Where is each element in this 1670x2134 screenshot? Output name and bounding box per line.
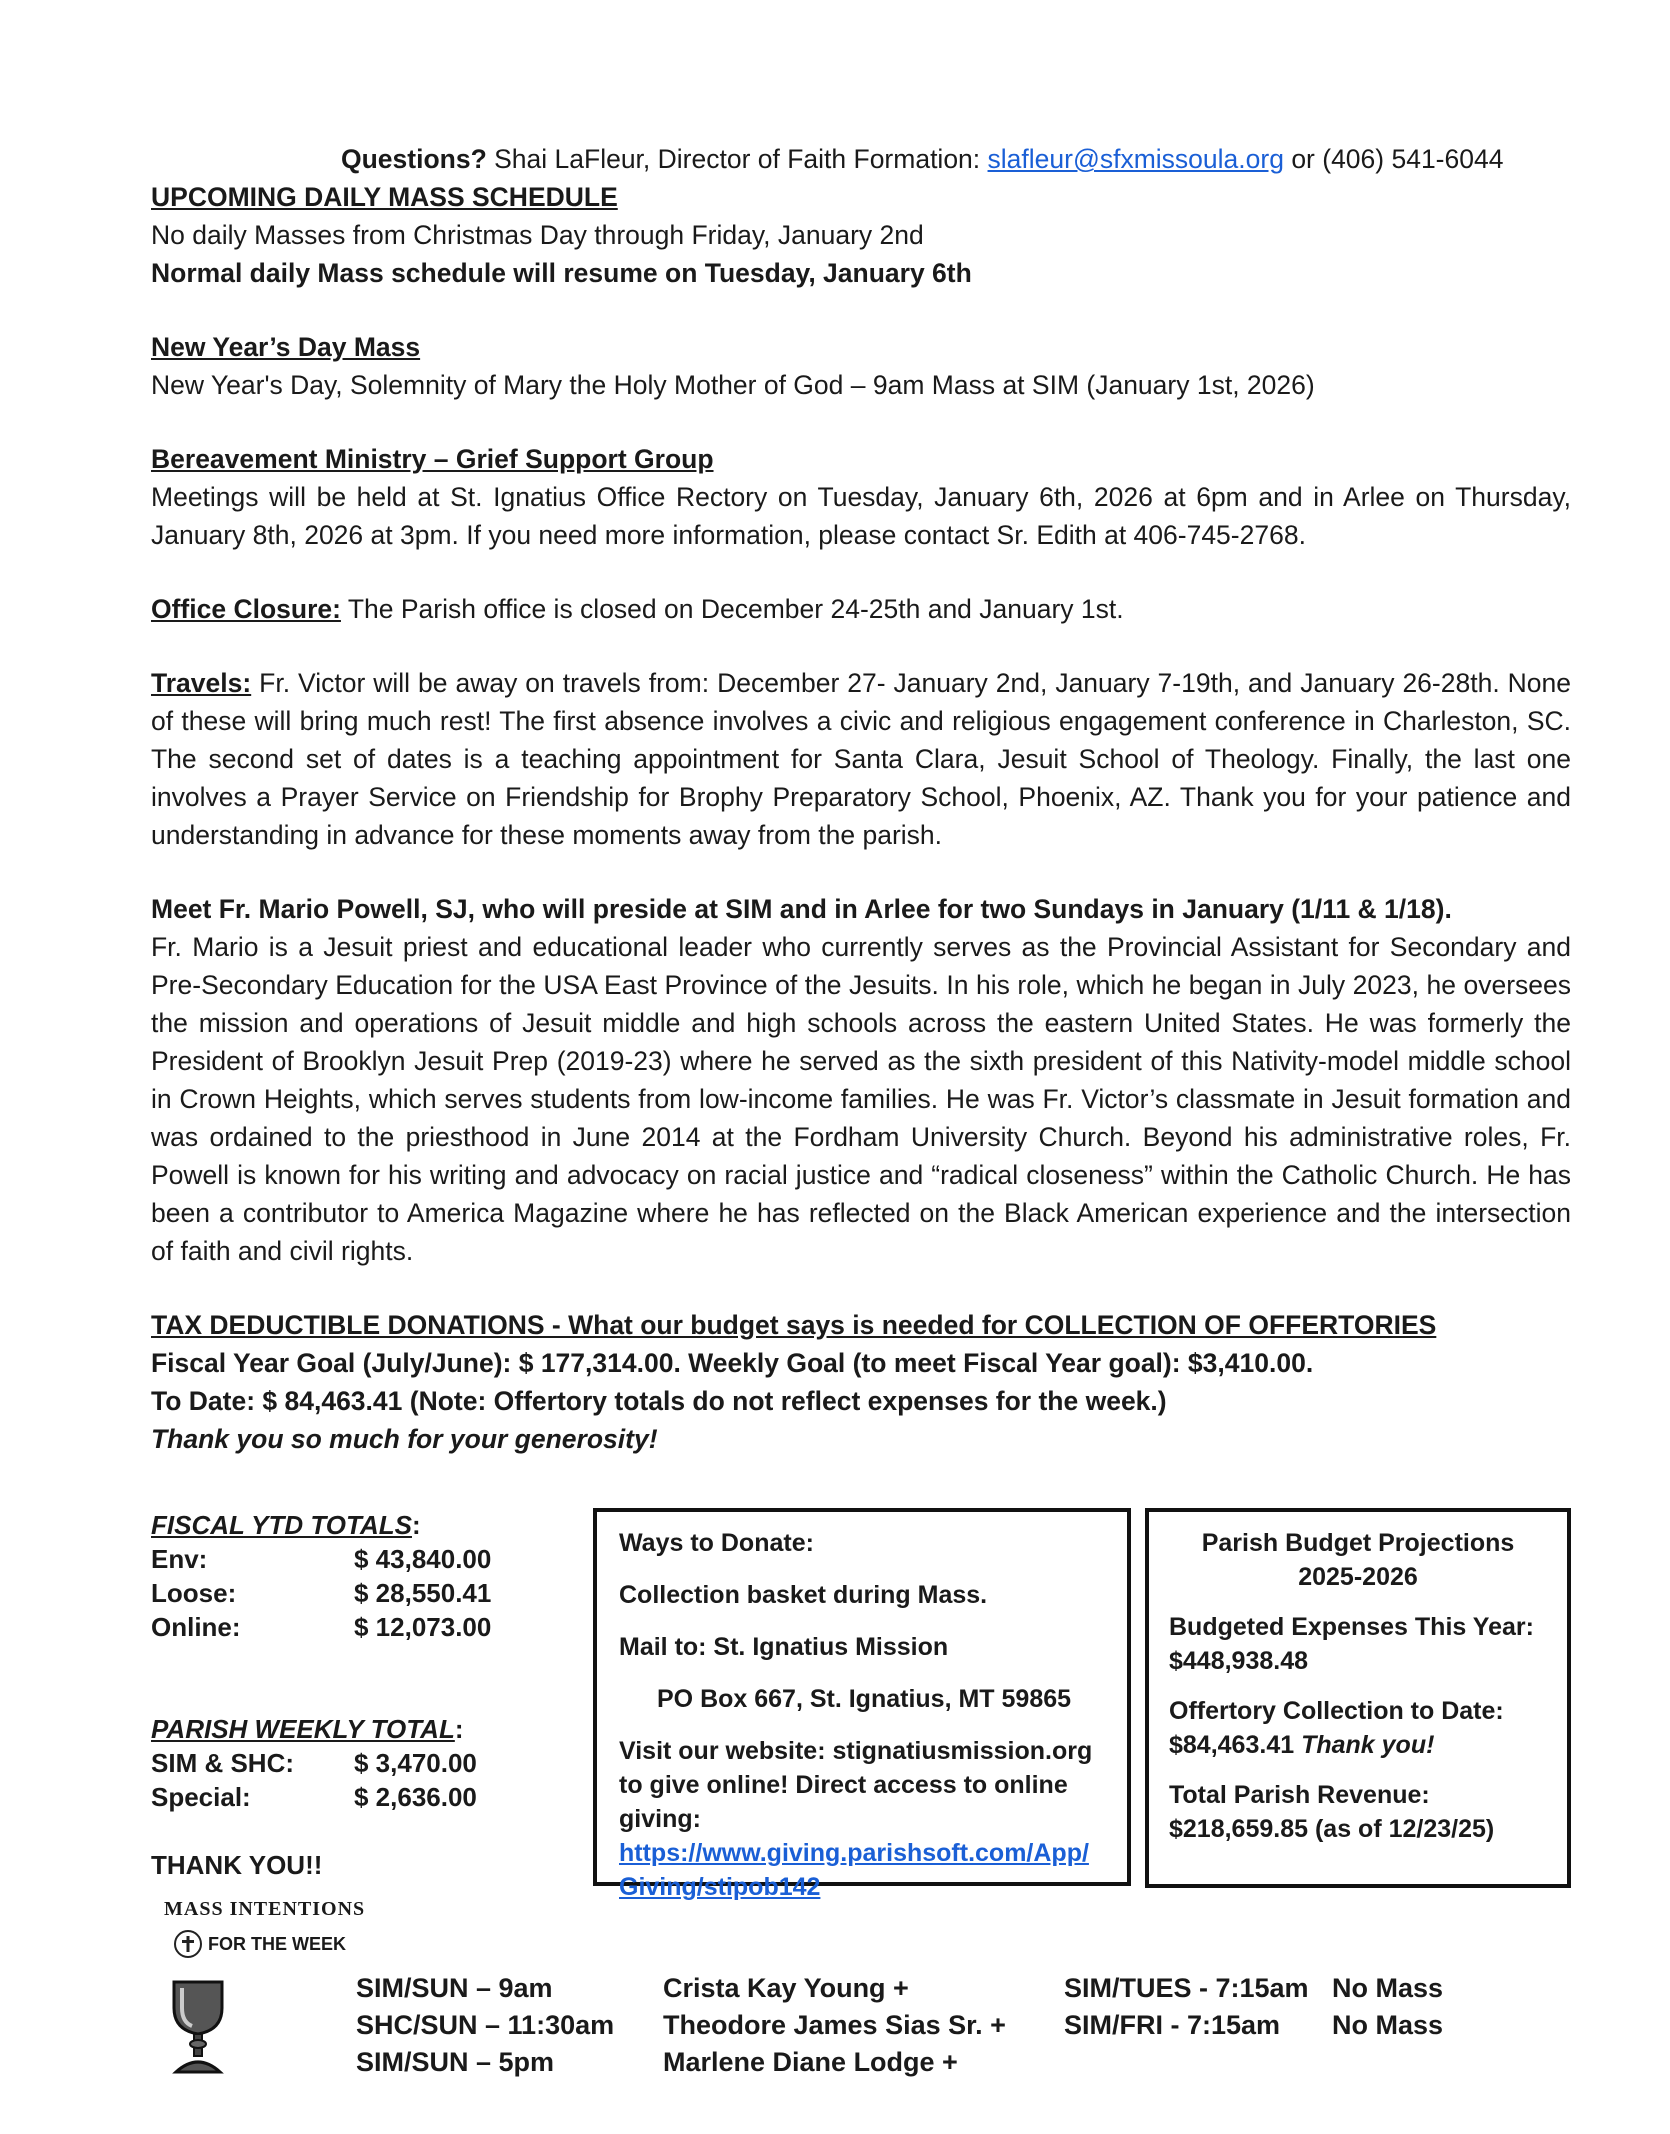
questions-tail: or (406) 541-6044: [1283, 144, 1504, 174]
office-text: The Parish office is closed on December 24-25th and January 1st.: [340, 594, 1124, 624]
donate-title: Ways to Donate:: [619, 1529, 814, 1557]
daily-mass-line1: No daily Masses from Christmas Day through Friday, January 2nd: [151, 220, 924, 250]
chalice-icon: [168, 1978, 228, 2078]
weekday-masses: SIM/TUES - 7:15am No Mass SIM/FRI - 7:15am No Mass: [1064, 1973, 1444, 2040]
cross-icon: [174, 1930, 202, 1958]
new-year-text: New Year's Day, Solemnity of Mary the Holy Mother of God – 9am Mass at SIM (January 1st, 2026): [151, 370, 1315, 400]
tax-line1: Fiscal Year Goal (July/June): $ 177,314.00. Weekly Goal (to meet Fiscal Year goal): $3,410.00.: [151, 1348, 1314, 1378]
budget-expenses: Budgeted Expenses This Year: $448,938.48: [1169, 1613, 1534, 1675]
email-link[interactable]: slafleur@sfxmissoula.org: [987, 144, 1284, 174]
mass-intentions-heading: MASS INTENTIONS: [164, 1898, 366, 1920]
intention-times: SIM/SUN – 9am SHC/SUN – 11:30am SIM/SUN – 5pm: [356, 1973, 615, 2077]
bereavement-heading: Bereavement Ministry – Grief Support Group: [151, 444, 714, 474]
questions-line: [151, 140, 1571, 178]
questions-lead: Questions?: [341, 144, 487, 174]
budget-projections-box: [1145, 1508, 1571, 1888]
giving-link[interactable]: https://www.giving.parishsoft.com/App/ Giving/stipob142: [619, 1839, 1089, 1901]
new-year-heading: New Year’s Day Mass: [151, 332, 421, 362]
office-closure: [151, 590, 1571, 628]
office-heading: Office Closure:: [151, 594, 341, 624]
weekly-row: Special: $ 2,636.00: [151, 1782, 477, 1812]
donate-address: PO Box 667, St. Ignatius, MT 59865: [657, 1685, 1072, 1713]
donate-basket: Collection basket during Mass.: [619, 1581, 988, 1609]
mario-text: Fr. Mario is a Jesuit priest and educational leader who currently serves as the Provincial Assistant for Secondary and Pre-Secondary Education for the USA East Province of the Jesuits. In his role, which he began in July 2023, he oversees the mission and operations of Jesuit middle and high schools across the eastern United States. He was formerly the President of Brooklyn Jesuit Prep (2019-23) where he served as the sixth president of this Nativity-model middle school in Crown Heights, which serves students from low-income families. He was Fr. Victor’s classmate in Jesuit formation and was ordained to the priesthood in June 2014 at the Fordham University Church. Beyond his administrative roles, Fr. Powell is known for his writing and advocacy on racial justice and “radical closeness” within the Catholic Church. He has been a contributor to America Magazine where he has reflected on the Black American experience and the intersection of faith and civil rights.: [151, 932, 1571, 1266]
travels-heading: Travels:: [151, 668, 252, 698]
donation-section: [151, 1508, 1571, 1908]
budget-revenue: Total Parish Revenue: $218,659.85 (as of 12/23/25): [1169, 1781, 1495, 1843]
fiscal-heading: FISCAL YTD TOTALS:: [151, 1510, 421, 1540]
questions-text: Shai LaFleur, Director of Faith Formation:: [486, 144, 988, 174]
budget-title: Parish Budget Projections 2025-2026: [1201, 1529, 1515, 1591]
travels-text: Fr. Victor will be away on travels from: December 27- January 2nd, January 7-19th, and January 26-28th. None of these will bring much rest! The first absence involves a civic and religious engagement conference in Charleston, SC. The second set of dates is a teaching appointment for Santa Clara, Jesuit School of Theology. Finally, the last one involves a Prayer Service on Friendship for Brophy Preparatory School, Phoenix, AZ. Thank you for your patience and understanding in advance for these moments away from the parish.: [151, 668, 1571, 850]
daily-mass-line2: Normal daily Mass schedule will resume on Tuesday, January 6th: [151, 258, 972, 288]
donate-website: Visit our website: stignatiusmission.org to give online! Direct access to online giving:: [619, 1737, 1093, 1833]
fiscal-row: Env: $ 43,840.00: [151, 1544, 492, 1574]
mass-intentions-sub: FOR THE WEEK: [174, 1930, 346, 1958]
daily-mass-heading: UPCOMING DAILY MASS SCHEDULE: [151, 182, 618, 212]
bereavement-text: Meetings will be held at St. Ignatius Office Rectory on Tuesday, January 6th, 2026 at 6pm and in Arlee on Thursday, January 8th, 2026 at 3pm. If you need more information, please contact Sr. Edith at 406-745-2768.: [151, 482, 1571, 550]
tax-line2: To Date: $ 84,463.41 (Note: Offertory totals do not reflect expenses for the week.): [151, 1386, 1167, 1416]
fiscal-row: Online: $ 12,073.00: [151, 1612, 492, 1642]
ways-to-donate-box: [593, 1508, 1131, 1901]
travels-paragraph: [151, 664, 1571, 854]
fiscal-row: Loose: $ 28,550.41: [151, 1578, 492, 1608]
weekly-heading: PARISH WEEKLY TOTAL:: [151, 1714, 464, 1744]
tax-thanks: Thank you so much for your generosity!: [151, 1424, 658, 1454]
totals-column: [151, 1508, 551, 1882]
mass-intentions: [160, 1898, 1560, 2098]
bulletin-page: [151, 140, 1571, 1458]
thank-you: THANK YOU!!: [151, 1850, 323, 1880]
mario-heading: Meet Fr. Mario Powell, SJ, who will preside at SIM and in Arlee for two Sundays in January (1/11 & 1/18).: [151, 894, 1452, 924]
budget-offertory: Offertory Collection to Date: $84,463.41 Thank you!: [1169, 1697, 1504, 1759]
donate-mail: Mail to: St. Ignatius Mission: [619, 1633, 949, 1661]
tax-heading: TAX DEDUCTIBLE DONATIONS - What our budget says is needed for COLLECTION OF OFFERTORIES: [151, 1310, 1437, 1340]
intention-names: Crista Kay Young + Theodore James Sias Sr. + Marlene Diane Lodge +: [663, 1973, 1006, 2077]
weekly-row: SIM & SHC: $ 3,470.00: [151, 1748, 477, 1778]
